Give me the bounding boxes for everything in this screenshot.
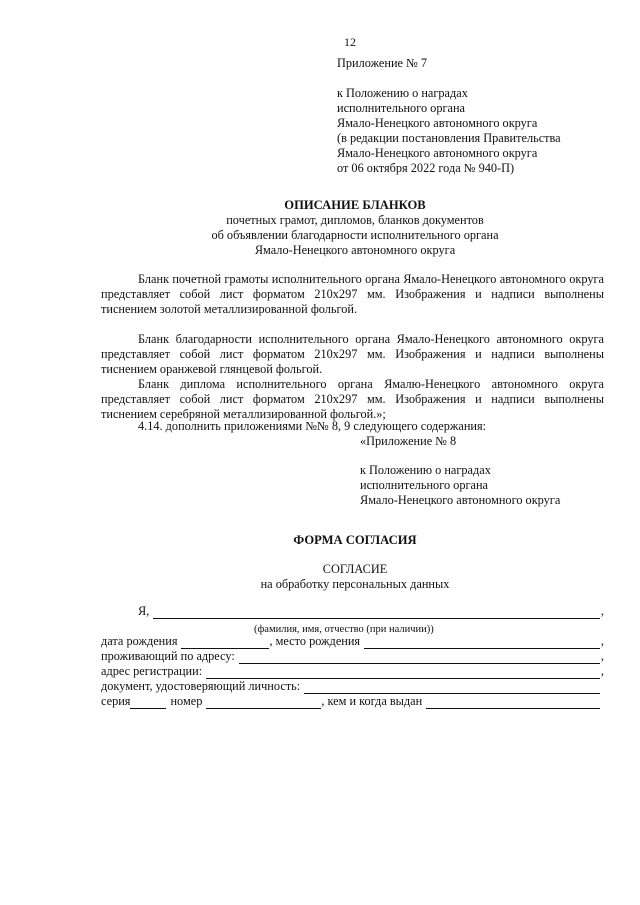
page-number: 12 <box>344 35 356 49</box>
spacer <box>601 679 604 694</box>
id-document-field[interactable] <box>304 682 600 694</box>
paragraph-silver-diploma: Бланк диплома исполнительного органа Ямалю-Ненецкого автономного округа представляет собой лист форматом 210х297 мм. Изображения и надписи выполнены тиснением серебряной металлизированной фольгой.»; <box>101 377 604 421</box>
residence-label: проживающий по адресу: <box>101 649 235 663</box>
description-subtitle: почетных грамот, дипломов, бланков документов <box>226 213 484 227</box>
residence-field[interactable] <box>239 652 600 664</box>
appendix-8-line: Ямало-Ненецкого автономного округа <box>360 493 561 507</box>
issued-label: , кем и когда выдан <box>321 694 423 708</box>
comma: , <box>600 664 604 678</box>
paragraph-gold-diploma: Бланк почетной грамоты исполнительного органа Ямало-Ненецкого автономного округа представляет собой лист форматом 210х297 мм. Изображения и надписи выполнены тиснением золотой металлизированной фольгой. <box>101 272 604 316</box>
appendix-8-title: «Приложение № 8 <box>360 434 457 448</box>
comma: , <box>600 649 604 663</box>
paragraph-gratitude: Бланк благодарности исполнительного органа Ямало-Ненецкого автономного округа представляет собой лист форматом 210х297 мм. Изображения и надписи выполнены тиснением оранжевой глянцевой фольгой. <box>101 332 604 376</box>
fio-field[interactable] <box>153 607 600 619</box>
appendix-7-line: от 06 октября 2022 года № 940-П) <box>337 161 515 175</box>
form-title: ФОРМА СОГЛАСИЯ <box>293 533 417 547</box>
fio-row <box>101 604 604 619</box>
appendix-8-line: исполнительного органа <box>360 478 489 492</box>
birth-place-field[interactable] <box>364 637 600 649</box>
number-label: номер <box>170 694 203 708</box>
description-title: ОПИСАНИЕ БЛАНКОВ <box>284 198 426 212</box>
fio-note: (фамилия, имя, отчество (при наличии)) <box>254 624 434 635</box>
residence-row <box>101 649 604 664</box>
number-field[interactable] <box>206 697 321 709</box>
comma: , <box>600 634 604 648</box>
appendix-7-line: (в редакции постановления Правительства <box>337 131 561 145</box>
issued-field[interactable] <box>426 697 600 709</box>
consent-subtitle: на обработку персональных данных <box>260 577 450 591</box>
amendment-text: 4.14. дополнить приложениями №№ 8, 9 следующего содержания: <box>138 419 487 433</box>
registration-row <box>101 664 604 679</box>
birth-date-label: дата рождения <box>101 634 178 648</box>
appendix-7-line: исполнительного органа <box>337 101 466 115</box>
id-document-label: документ, удостоверяющий личность: <box>101 679 301 693</box>
registration-label: адрес регистрации: <box>101 664 203 678</box>
appendix-8-line: к Положению о наградах <box>360 463 491 477</box>
description-subtitle: об объявлении благодарности исполнительного органа <box>211 228 499 242</box>
spacer <box>601 694 604 709</box>
birth-date-field[interactable] <box>181 637 269 649</box>
i-label: Я, <box>138 604 150 618</box>
series-label: серия <box>101 694 131 708</box>
appendix-7-line: Ямало-Ненецкого автономного округа <box>337 116 538 130</box>
appendix-7-title: Приложение № 7 <box>337 56 428 70</box>
passport-row <box>101 694 604 709</box>
registration-field[interactable] <box>206 667 600 679</box>
description-subtitle: Ямало-Ненецкого автономного округа <box>254 243 456 257</box>
consent-title: СОГЛАСИЕ <box>322 562 388 576</box>
birth-row <box>101 634 604 649</box>
appendix-7-line: Ямало-Ненецкого автономного округа <box>337 146 538 160</box>
series-field[interactable] <box>130 697 166 709</box>
appendix-7-line: к Положению о наградах <box>337 86 468 100</box>
comma: , <box>600 604 604 618</box>
id-document-row <box>101 679 604 694</box>
birth-place-label: , место рождения <box>269 634 361 648</box>
